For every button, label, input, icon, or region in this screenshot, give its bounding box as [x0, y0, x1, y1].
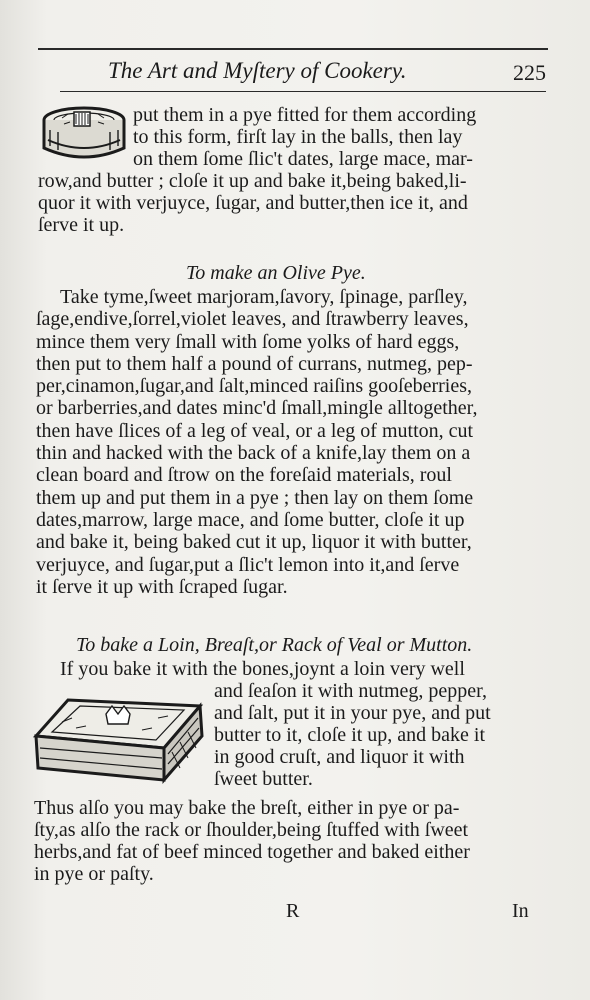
- square-pie-dish-illustration: [32, 692, 208, 788]
- text-line: in pye or paſty.: [34, 863, 154, 885]
- text-line: per,cinamon,ſugar,and ſalt,minced raiſins gooſeberries,: [36, 375, 473, 398]
- text-line: verjuyce, and ſugar,put a ſlic't lemon into it,and ſerve: [36, 553, 460, 576]
- text-line: them up and put them in a pye ; then lay on them ſome: [36, 486, 474, 509]
- round-pie-dish-illustration: [40, 100, 130, 164]
- recipe-closing-text-loin: [34, 797, 544, 885]
- text-line: it ſerve it up with ſcraped ſugar.: [36, 575, 288, 598]
- text-line: quor it with verjuyce, ſugar, and butter,then ice it, and: [38, 192, 468, 214]
- text-line: then put to them half a pound of currans, nutmeg, pep-: [36, 352, 473, 375]
- continuation-text: [38, 170, 543, 236]
- recipe-text-olive-pye: [36, 286, 544, 598]
- text-line: or barberries,and dates minc'd ſmall,mingle alltogether,: [36, 397, 478, 420]
- top-rule: [38, 48, 548, 50]
- catchword: In: [512, 900, 529, 922]
- text-line: butter to it, cloſe it up, and bake it: [214, 724, 486, 746]
- text-line: put them in a pye fitted for them according: [133, 104, 477, 126]
- text-line: herbs,and fat of beef minced together and baked either: [34, 841, 470, 863]
- text-line: row,and butter ; cloſe it up and bake it,being baked,li-: [38, 170, 467, 192]
- text-line: ſerve it up.: [38, 214, 125, 236]
- continuation-wrapped-text: [133, 104, 543, 170]
- text-line: ſage,endive,ſorrel,violet leaves, and ſtrawberry leaves,: [36, 308, 469, 331]
- text-line: Thus alſo you may bake the breſt, either in pye or pa-: [34, 797, 460, 819]
- text-line: on them ſome ſlic't dates, large mace, mar-: [133, 148, 473, 170]
- text-line: and bake it, being baked cut it up, liquor it with butter,: [36, 531, 472, 554]
- text-line: then have ſlices of a leg of veal, or a leg of mutton, cut: [36, 419, 474, 442]
- text-line: clean board and ſtrow on the foreſaid materials, roul: [36, 464, 452, 487]
- header-rule: [60, 91, 546, 92]
- running-head-title: The Art and Myſtery of Cookery.: [108, 58, 407, 83]
- text-line: and ſeaſon it with nutmeg, pepper,: [214, 680, 488, 702]
- signature-mark: R: [286, 900, 300, 922]
- text-line: mince them very ſmall with ſome yolks of hard eggs,: [36, 330, 460, 353]
- page-number: 225: [513, 60, 546, 85]
- recipe-heading-olive-pye: To make an Olive Pye.: [186, 262, 366, 284]
- text-line: Take tyme,ſweet marjoram,ſavory, ſpinage, parſley,: [60, 286, 468, 308]
- text-line: ſty,as alſo the rack or ſhoulder,being ſtuffed with ſweet: [34, 819, 469, 841]
- recipe-first-line-loin: [60, 658, 544, 680]
- text-line: ſweet butter.: [214, 768, 313, 790]
- text-line: in good cruſt, and liquor it with: [214, 746, 465, 768]
- text-line: If you bake it with the bones,joynt a loin very well: [60, 658, 465, 680]
- recipe-heading-loin: To bake a Loin, Breaſt,or Rack of Veal or Mutton.: [76, 634, 473, 656]
- text-line: to this form, firſt lay in the balls, then lay: [133, 126, 463, 148]
- text-line: thin and hacked with the back of a knife,lay them on a: [36, 442, 471, 465]
- text-line: and ſalt, put it in your pye, and put: [214, 702, 491, 724]
- text-line: dates,marrow, large mace, and ſome butter, cloſe it up: [36, 508, 465, 531]
- recipe-wrapped-text-loin: [214, 680, 544, 790]
